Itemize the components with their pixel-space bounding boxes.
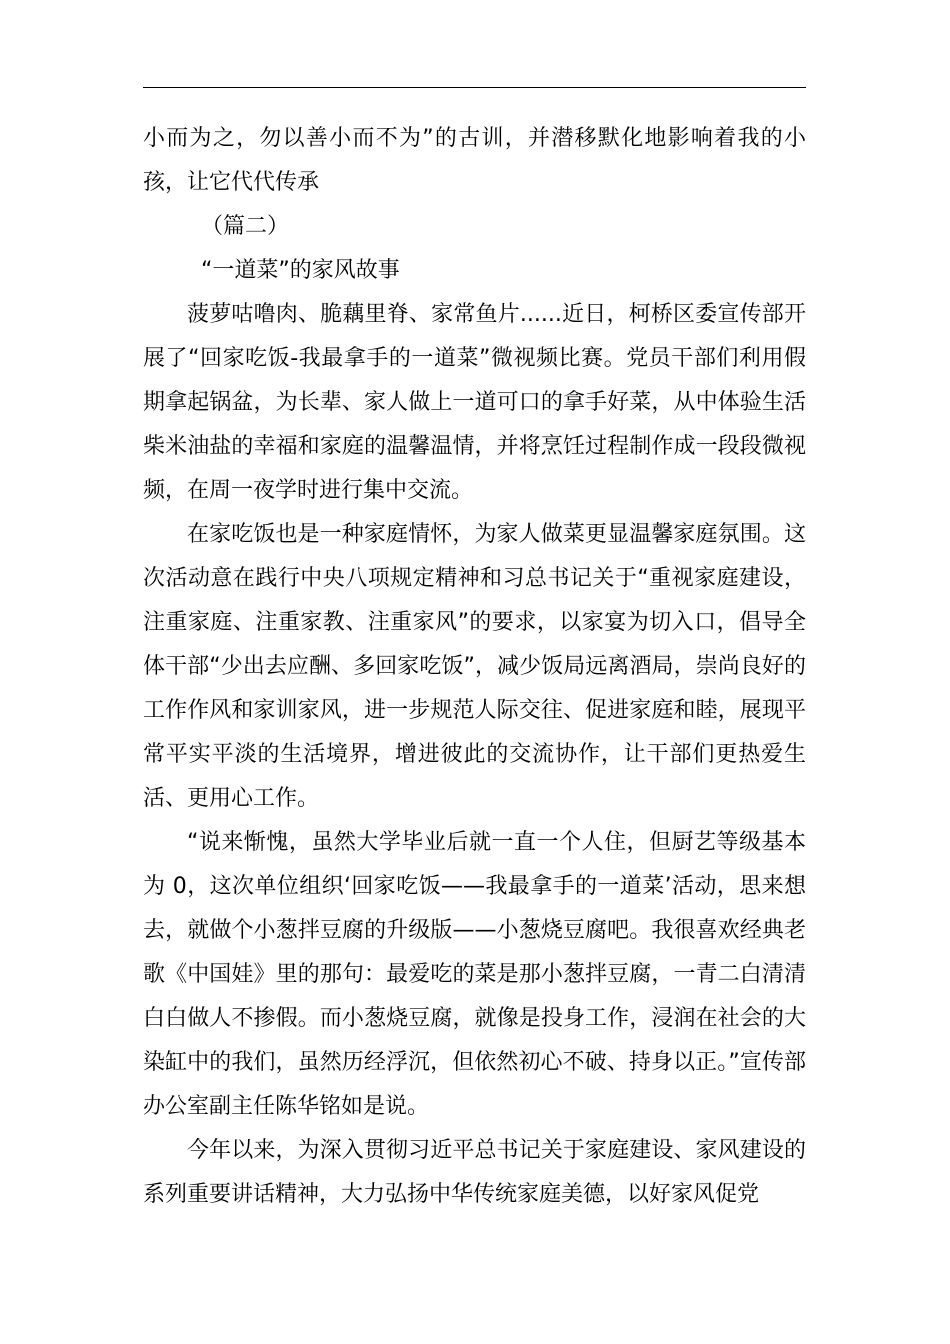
header-rule [143,87,806,88]
paragraph-2: 在家吃饭也是一种家庭情怀，为家人做菜更显温馨家庭氛围。这次活动意在践行中央八项规定精神和习总书记关于“重视家庭建设，注重家庭、注重家教、注重家风”的要求，以家宴为切入口，倡导全体干部“少出去应酬、多回家吃饭”，减少饭局远离酒局，崇尚良好的工作作风和家训家风，进一步规范人际交往、促进家庭和睦，展现平常平实平淡的生活境界，增进彼此的交流协作，让干部们更热爱生活、更用心工作。 [143,522,806,811]
paragraph-4: 今年以来，为深入贯彻习近平总书记关于家庭建设、家风建设的系列重要讲话精神，大力弘扬中华传统家庭美德，以好家风促党 [143,1138,806,1207]
paragraph-continuation: 小而为之，勿以善小而不为”的古训，并潜移默化地影响着我的小孩，让它代代传承 [143,126,806,195]
document-body [143,117,806,1217]
paragraph-1: 菠萝咕噜肉、脆藕里脊、家常鱼片......近日，柯桥区委宣传部开展了“回家吃饭-我最拿手的一道菜”微视频比赛。党员干部们利用假期拿起锅盆，为长辈、家人做上一道可口的拿手好菜，从中体验生活柴米油盐的幸福和家庭的温馨温情，并将烹饪过程制作成一段段微视频，在周一夜学时进行集中交流。 [143,302,806,503]
article-title: “一道菜”的家风故事 [201,258,400,283]
section-label: （篇二） [201,214,290,239]
paragraph-3: “说来惭愧，虽然大学毕业后就一直一个人住，但厨艺等级基本为 0，这次单位组织‘回家吃饭——我最拿手的一道菜’活动，思来想去，就做个小葱拌豆腐的升级版——小葱烧豆腐吧。我很喜欢经典老歌《中国娃》里的那句：最爱吃的菜是那小葱拌豆腐，一青二白清清白白做人不掺假。而小葱烧豆腐，就像是投身工作，浸润在社会的大染缸中的我们，虽然历经浮沉，但依然初心不破、持身以正。”宣传部办公室副主任陈华铭如是说。 [143,830,806,1119]
